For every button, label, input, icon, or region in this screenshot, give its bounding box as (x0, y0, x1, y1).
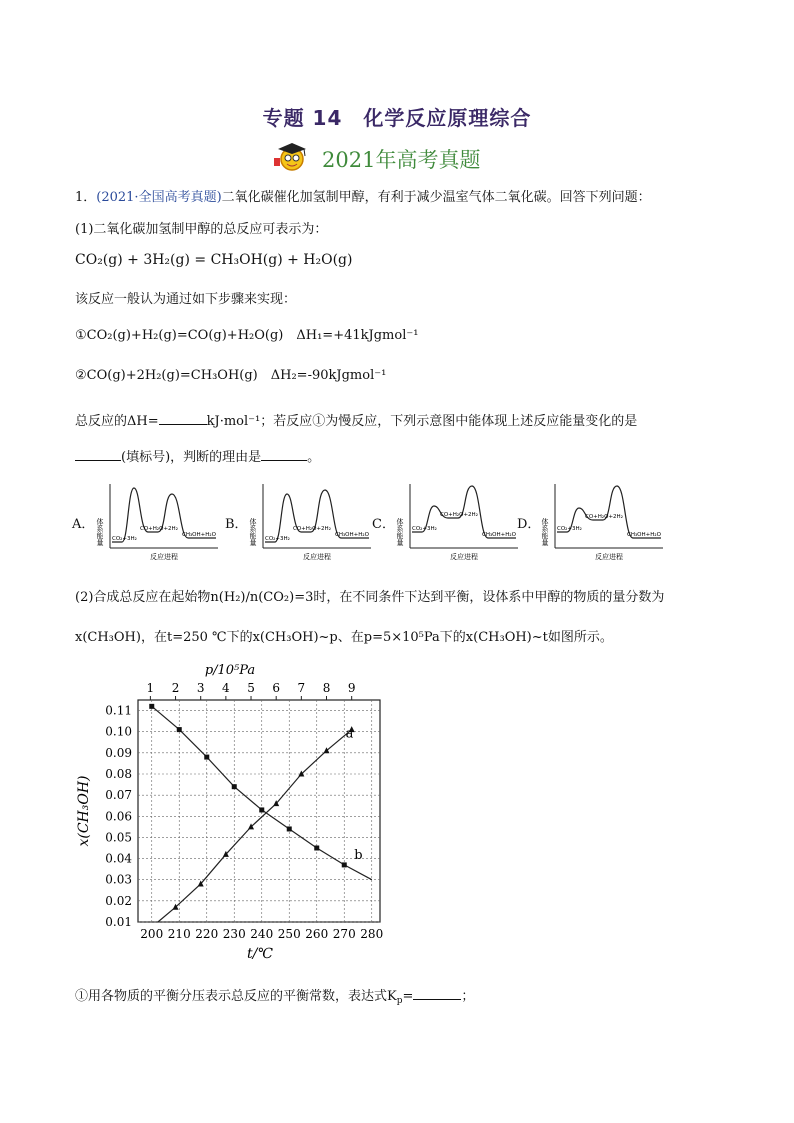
part2-line1: (2)合成总反应在起始物n(H₂)/n(CO₂)=3时，在不同条件下达到平衡，设体系中甲醇的物质的量分数为 (75, 590, 665, 605)
top-tick-label: 2 (171, 681, 180, 695)
data-point-b (342, 862, 347, 867)
top-tick-label: 4 (222, 681, 230, 695)
thumb-xlabel: 反应进程 (595, 553, 623, 561)
question-intro (75, 186, 651, 205)
thumb-start-label: CO₂+3H₂ (265, 536, 290, 542)
q1-line (75, 410, 637, 429)
series-line-a (158, 730, 352, 922)
subquestion-1 (75, 985, 474, 1006)
x-tick-label: 280 (360, 927, 384, 941)
section-banner (0, 140, 794, 180)
question-intro-text: 二氧化碳催化加氢制甲醇，有利于减少温室气体二氧化碳。回答下列问题： (221, 190, 651, 205)
top-tick-label: 8 (322, 681, 331, 695)
x-tick-label: 260 (305, 927, 329, 941)
series-label-a: a (345, 726, 354, 742)
plot-frame (138, 700, 380, 922)
energy-diagram-option[interactable] (392, 480, 522, 562)
steps-intro: 该反应一般认为通过如下步骤来实现： (75, 292, 297, 307)
page-title: 专题 14 化学反应原理综合 (262, 106, 532, 130)
top-tick-label: 7 (297, 681, 306, 695)
thumb-ylabel: 体系能量 (396, 518, 404, 546)
x-tick-label: 200 (140, 927, 164, 941)
y-tick-label: 0.03 (105, 872, 132, 887)
y-tick-label: 0.08 (105, 767, 132, 781)
step2-equation: ②CO(g)+2H₂(g)=CH₃OH(g) ΔH₂=-90kJgmol⁻¹ (75, 368, 387, 383)
option-label: B． (225, 517, 248, 532)
option-label: A． (72, 517, 95, 532)
x-tick-label: 210 (167, 927, 191, 941)
data-point-b (204, 755, 209, 760)
q1-line2 (75, 446, 320, 465)
y-tick-label: 0.02 (105, 893, 132, 908)
answer-blank-kp[interactable] (413, 987, 461, 1000)
y-axis-label: x(CH₃OH) (76, 775, 92, 847)
thumb-end-label: CH₃OH+H₂O (335, 532, 369, 538)
top-tick-label: 9 (347, 681, 356, 695)
answer-blank-reason[interactable] (261, 448, 307, 461)
data-point-b (259, 807, 264, 812)
data-point-b (177, 727, 182, 732)
data-point-b (149, 704, 154, 709)
section-subtitle: 2021年高考真题 (322, 148, 481, 172)
top-tick-label: 5 (247, 681, 255, 695)
thumb-mid-label: CO+H₂O+2H₂ (293, 526, 331, 532)
data-point-a (324, 747, 330, 753)
x-tick-label: 220 (195, 927, 219, 941)
thumb-end-label: CH₃OH+H₂O (182, 532, 216, 538)
question-source: (2021·全国高考真题) (96, 190, 222, 205)
thumb-xlabel: 反应进程 (150, 553, 178, 561)
methanol-fraction-chart (70, 660, 400, 960)
thumb-mid-label: CO+H₂O+2H₂ (440, 512, 478, 518)
option-label: C． (372, 517, 395, 532)
data-point-b (314, 846, 319, 851)
x-tick-label: 250 (277, 927, 301, 941)
q1-text-a: 总反应的ΔH= (75, 414, 159, 429)
overall-equation: CO₂(g) + 3H₂(g) = CH₃OH(g) + H₂O(g) (75, 252, 353, 268)
q1-text-b: kJ·mol⁻¹；若反应①为慢反应，下列示意图中能体现上述反应能量变化的是 (206, 414, 638, 429)
x-tick-label: 240 (250, 927, 274, 941)
subq1-eq: = (402, 989, 414, 1004)
x-tick-label: 230 (222, 927, 246, 941)
thumb-mid-label: CO+H₂O+2H₂ (585, 514, 623, 520)
option-label: D． (517, 517, 541, 532)
top-tick-label: 1 (146, 681, 155, 695)
y-tick-label: 0.11 (105, 703, 132, 718)
answer-blank-option[interactable] (75, 448, 121, 461)
mascot-logo-icon (272, 140, 312, 174)
top-tick-label: 6 (272, 681, 281, 695)
x-axis-label: t/℃ (246, 946, 274, 960)
thumb-ylabel: 体系能量 (96, 518, 104, 546)
energy-diagram-option[interactable] (537, 480, 667, 562)
y-tick-label: 0.07 (105, 788, 132, 803)
q1-text-c: (填标号)，判断的理由是 (121, 450, 262, 465)
step1-equation: ①CO₂(g)+H₂(g)=CO(g)+H₂O(g) ΔH₁=+41kJgmol⁻¹ (75, 328, 419, 343)
series-label-b: b (354, 847, 363, 863)
y-tick-label: 0.09 (105, 745, 132, 760)
data-point-b (232, 784, 237, 789)
thumb-end-label: CH₃OH+H₂O (627, 532, 661, 538)
q1-text-d: 。 (307, 450, 321, 465)
energy-diagram-option[interactable] (92, 480, 222, 562)
thumb-mid-label: CO+H₂O+2H₂ (140, 526, 178, 532)
thumb-xlabel: 反应进程 (303, 553, 331, 561)
answer-blank-dh[interactable] (159, 412, 207, 425)
top-tick-label: 3 (196, 681, 205, 695)
data-point-b (287, 826, 292, 831)
energy-diagram-option[interactable] (245, 480, 375, 562)
y-tick-label: 0.01 (105, 915, 132, 929)
thumb-ylabel: 体系能量 (249, 518, 257, 546)
thumb-start-label: CO₂+3H₂ (112, 536, 137, 542)
part1-label: (1)二氧化碳加氢制甲醇的总反应可表示为： (75, 222, 328, 237)
thumb-start-label: CO₂+3H₂ (557, 526, 582, 532)
y-tick-label: 0.05 (105, 830, 132, 845)
thumb-end-label: CH₃OH+H₂O (482, 532, 516, 538)
thumb-xlabel: 反应进程 (450, 553, 478, 561)
part2-line2: x(CH₃OH)，在t=250 ℃下的x(CH₃OH)~p、在p=5×10⁵Pa下的x(CH₃OH)~t如图所示。 (75, 630, 613, 645)
subq1-text: ①用各物质的平衡分压表示总反应的平衡常数，表达式K (75, 989, 397, 1004)
thumb-start-label: CO₂+3H₂ (412, 526, 437, 532)
y-tick-label: 0.10 (105, 724, 132, 739)
y-tick-label: 0.04 (105, 851, 132, 866)
top-axis-label: p/10⁵Pa (204, 663, 256, 678)
thumb-ylabel: 体系能量 (541, 518, 549, 546)
subq1-tail: ； (461, 989, 475, 1004)
x-tick-label: 270 (332, 927, 356, 941)
question-number: 1． (75, 190, 97, 205)
subq1-sub: p (396, 996, 403, 1006)
y-tick-label: 0.06 (105, 809, 132, 824)
